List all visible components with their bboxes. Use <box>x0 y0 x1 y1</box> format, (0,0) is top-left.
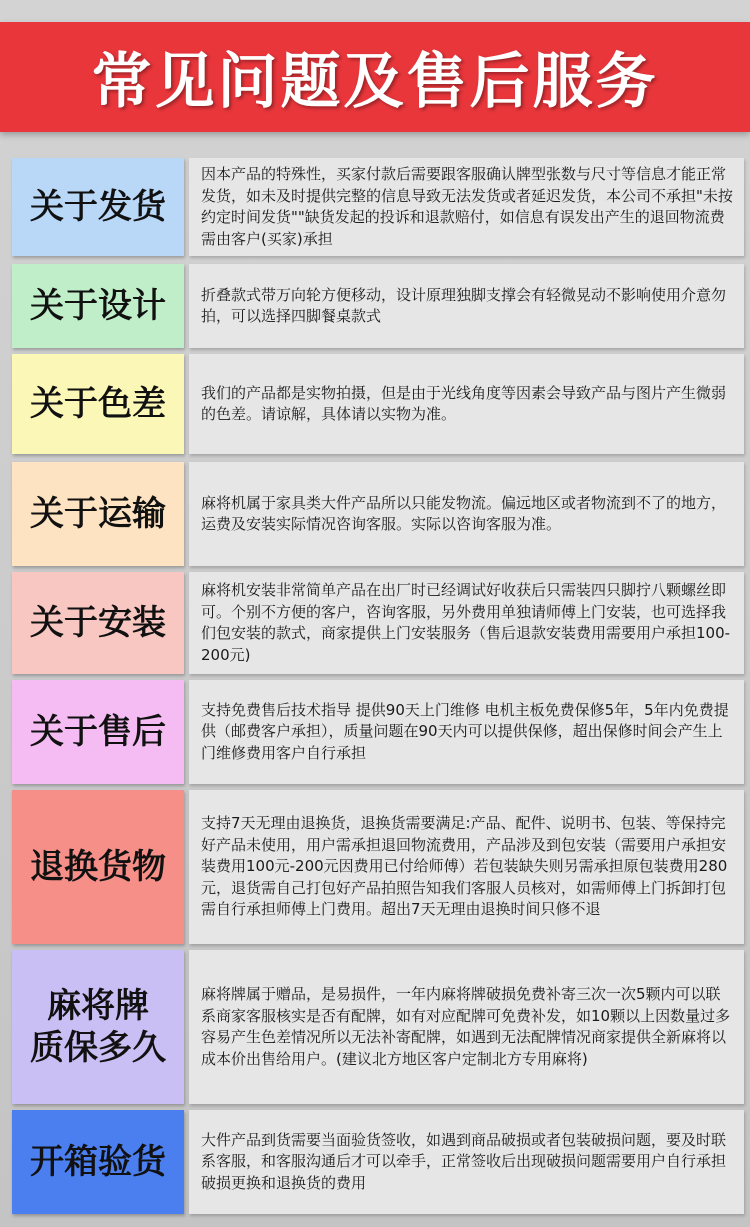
faq-label-design: 关于设计 <box>12 264 184 348</box>
faq-row-design <box>12 264 744 348</box>
faq-text-design: 折叠款式带万向轮方便移动，设计原理独脚支撑会有轻微晃动不影响使用介意勿拍，可以选择四脚餐桌款式 <box>189 264 744 348</box>
faq-label-transport: 关于运输 <box>12 462 184 566</box>
faq-label-color-difference: 关于色差 <box>12 354 184 454</box>
faq-text-returns: 支持7天无理由退换货，退换货需要满足:产品、配件、说明书、包装、等保持完好产品未使用，用户需承担退回物流费用，产品涉及到包安装（需要用户承担安装费用100元-200元因费用已付给师傅）若包装缺失则另需承担原包装费用280元，退货需自己打包好产品拍照告知我们客服人员核对，如需师傅上门拆卸打包需自行承担师傅上门费用。超出7天无理由退换时间只修不退 <box>189 790 744 944</box>
faq-text-installation: 麻将机安装非常简单产品在出厂时已经调试好收获后只需装四只脚拧八颗螺丝即可。个别不方便的客户，咨询客服，另外费用单独请师傅上门安装，也可选择我们包安装的款式，商家提供上门安装服务（售后退款安装费用需要用户承担100-200元) <box>189 572 744 674</box>
faq-label-inspection: 开箱验货 <box>12 1110 184 1214</box>
faq-text-tile-warranty: 麻将牌属于赠品，是易损件，一年内麻将牌破损免费补寄三次一次5颗内可以联系商家客服核实是否有配牌，如有对应配牌可免费补发，如10颗以上因数量过多容易产生色差情况所以无法补寄配牌，如遇到无法配牌情况商家提供全新麻将以成本价出售给用户。(建议北方地区客户定制北方专用麻将) <box>189 950 744 1104</box>
faq-label-returns: 退换货物 <box>12 790 184 944</box>
faq-text-transport: 麻将机属于家具类大件产品所以只能发物流。偏远地区或者物流到不了的地方，运费及安装实际情况咨询客服。实际以咨询客服为准。 <box>189 462 744 566</box>
page-title: 常见问题及售后服务 <box>91 47 659 117</box>
faq-text-shipping: 因本产品的特殊性，买家付款后需要跟客服确认牌型张数与尺寸等信息才能正常发货，如未及时提供完整的信息导致无法发货或者延迟发货，本公司不承担"未按约定时间发货""缺货发起的投诉和退款赔付，如信息有误发出产生的退回物流费需由客户(买家)承担 <box>189 158 744 256</box>
faq-row-returns <box>12 790 744 944</box>
faq-label-after-sales: 关于售后 <box>12 680 184 784</box>
faq-label-tile-warranty: 麻将牌 质保多久 <box>12 950 184 1104</box>
faq-label-installation: 关于安装 <box>12 572 184 674</box>
header-banner <box>0 22 750 132</box>
faq-label-shipping: 关于发货 <box>12 158 184 256</box>
faq-row-shipping <box>12 158 744 256</box>
faq-text-after-sales: 支持免费售后技术指导 提供90天上门维修 电机主板免费保修5年，5年内免费提供（邮费客户承担），质量问题在90天内可以提供保修，超出保修时间会产生上门维修费用客户自行承担 <box>189 680 744 784</box>
faq-row-inspection <box>12 1110 744 1214</box>
faq-text-inspection: 大件产品到货需要当面验货签收，如遇到商品破损或者包装破损问题，要及时联系客服，和客服沟通后才可以牵手，正常签收后出现破损问题需要用户自行承担破损更换和退换货的费用 <box>189 1110 744 1214</box>
faq-row-transport <box>12 462 744 566</box>
faq-row-installation <box>12 572 744 674</box>
faq-row-after-sales <box>12 680 744 784</box>
faq-row-color-difference <box>12 354 744 454</box>
faq-row-tile-warranty <box>12 950 744 1104</box>
faq-text-color-difference: 我们的产品都是实物拍摄，但是由于光线角度等因素会导致产品与图片产生微弱的色差。请谅解，具体请以实物为准。 <box>189 354 744 454</box>
